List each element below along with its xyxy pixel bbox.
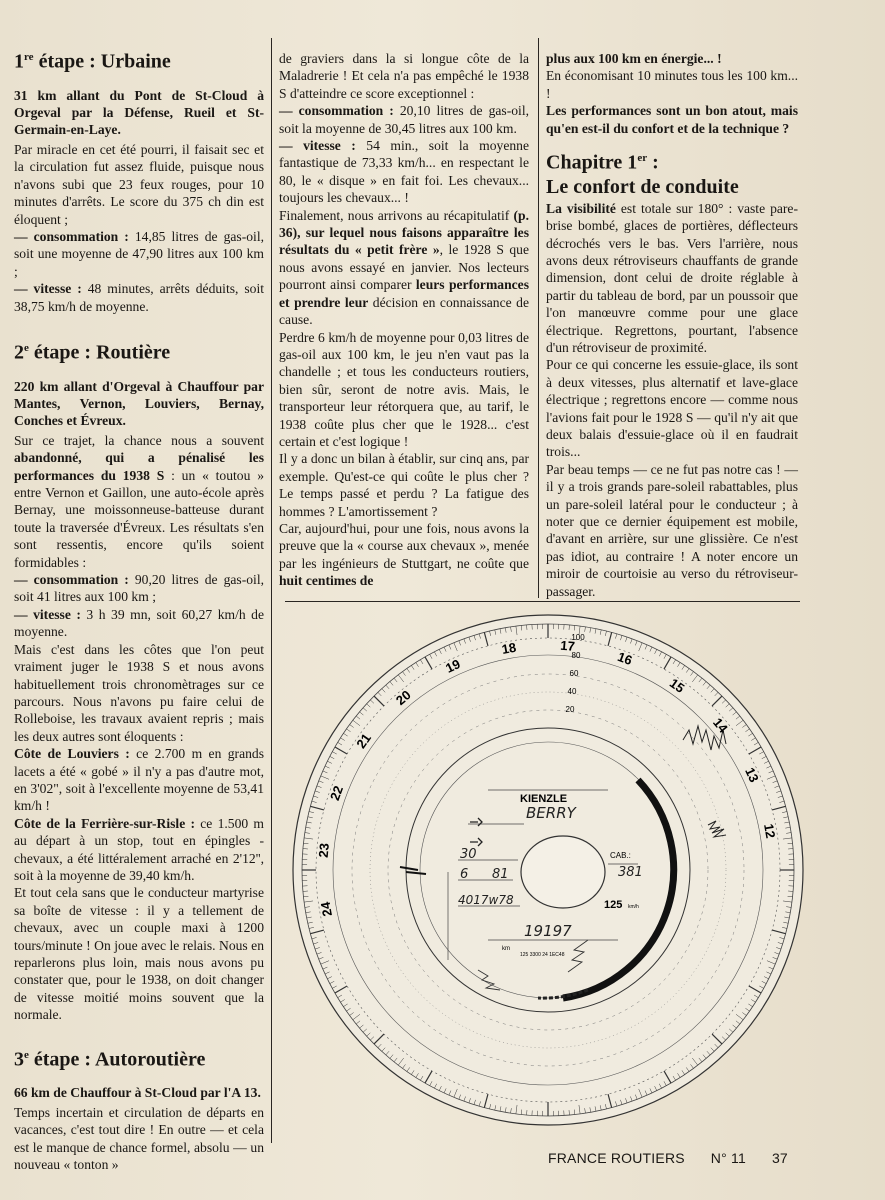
disc-hour-label: 14 — [710, 714, 731, 736]
disc-driver-name: BERRY — [526, 804, 576, 822]
disc-plate: 4017w78 — [458, 893, 514, 907]
disc-cab-label: CAB.: — [610, 851, 631, 860]
wipers-paragraph: Pour ce qui concerne les essuie-glace, ils sont à deux vitesses, plus alternatif et lave-glace électrique ; regrettons encore — comme nous l'avions fait pour le 1928 S — qu'il n'y ait que deux balais d'essuie-glace où il en faudrait trois... — [546, 357, 798, 460]
stage2-speed: — vitesse : 3 h 39 mn, soit 60,27 km/h de moyenne. — [14, 606, 264, 640]
column-3 — [546, 50, 798, 600]
stage2-title: 2e étape : Routière — [14, 341, 171, 364]
disc-km-label: km — [502, 946, 510, 952]
page-footer — [548, 1150, 788, 1166]
disc-hour-label: 18 — [500, 639, 518, 657]
disc-hour-label: 17 — [559, 637, 576, 654]
chapter-title: Chapitre 1er : — [546, 151, 659, 174]
disc-top-rule — [285, 601, 800, 602]
sunvisor-paragraph: Par beau temps — ce ne fut pas notre cas ! — il y a trois grands pare-soleil rabattables, plus un pare-soleil latéral pour le conducteur ; à noter que ce dernier équipement est mobile, d'avant en arrière, sur une glissière. Ce n'est pas idiot, au contraire ! A noter encore un miroir de courtoisie au verso du rétroviseur-passager. — [546, 461, 798, 599]
disc-hour-label: 19 — [443, 656, 463, 676]
stage2-hill-1: Côte de Louviers : ce 2.700 m en grands lacets a été « gobé » il n'y a pas d'autre mot, en 3'02", soit à l'excellente moyenne de 53,41 km/h ! — [14, 746, 264, 814]
stage3-title: 3e étape : Autoroutière — [14, 1048, 206, 1071]
disc-hour-label: 24 — [317, 900, 335, 918]
col2-paragraph-5: Car, aujourd'hui, pour une fois, nous avons la preuve que la « course aux chevaux », menée par les ingénieurs de Stuttgart, ne coûte que huit centimes de — [279, 520, 529, 589]
disc-speed-label: 100 — [571, 633, 585, 642]
col2-paragraph-1: de graviers dans la si longue côte de la Maladrerie ! Et cela n'a pas empêché le 1938 S d'atteindre ce score exceptionnel : — [279, 51, 529, 101]
stage3-speed: — vitesse : 54 min., soit la moyenne fantastique de 73,33 km/h... en respectant le 80, le « disque » en fait foi. Les chevaux... toujours les chevaux... ! — [279, 138, 530, 206]
disc-cab-value: 381 — [618, 865, 643, 880]
disc-month: 6 — [460, 867, 469, 882]
col3-paragraph-3: Les performances sont un bon atout, mais qu'en est-il du confort et de la technique ? — [546, 103, 798, 136]
stage3-consumption: — consommation : 20,10 litres de gas-oil, soit la moyenne de 30,45 litres aux 100 km. — [279, 103, 529, 136]
page-number: 37 — [771, 1150, 788, 1166]
disc-speed-unit: km/h — [628, 904, 639, 910]
disc-year: 81 — [492, 867, 509, 882]
stage1-title: 1re étape : Urbaine — [14, 50, 171, 73]
col2-paragraph-3: Perdre 6 km/h de moyenne pour 0,03 litres de gas-oil aux 100 km, le jeu n'en vaut pas la chandelle ; et tous les conducteurs routiers, bien sûr, seront de notre avis. Mais, le transporteur leur rétorquera que, au tarif, le 1938 coûte plus cher que le 1928... c'est certain et c'est logique ! — [279, 329, 529, 449]
disc-hour-label: 20 — [392, 687, 414, 708]
column-1 — [14, 38, 264, 1173]
magazine-name: FRANCE ROUTIERS — [548, 1150, 685, 1166]
stage2-consumption: — consommation : 90,20 litres de gas-oil, soit 41 litres aux 100 km ; — [14, 572, 264, 605]
disc-hour-label: 21 — [353, 730, 374, 752]
stage3-paragraph: Temps incertain et circulation de départs en vacances, c'est tout dire ! En outre — et cela est le manque de chance formel, absolu — un nouveau « tonton » — [14, 1104, 264, 1172]
disc-brand: KIENZLE — [520, 793, 568, 805]
stage2-paragraph-1: Sur ce trajet, la chance nous a souvent abandonné, qui a pénalisé les performances du 1938 S : un « toutou » entre Vernon et Gaillon, une auto-école après Bernay, une moissonneuse-batteuse durant toute la traversée d'Évreux. Les résultats s'en sont ressentis, encore qu'ils soient formidables : — [14, 432, 264, 570]
stage2-paragraph-2: Mais c'est dans les côtes que l'on peut vraiment juger le 1938 S et nous avons habituellement trois chronomètrages sur ce parcours. Nous n'avons pu faire celui de Rolleboise, les travaux avaient repris ; mais les deux autres sont éloquents : — [14, 641, 264, 744]
col3-paragraph-1: plus aux 100 km en énergie... ! — [546, 51, 722, 66]
column-rule-2 — [538, 38, 539, 598]
disc-speed-label: 20 — [565, 705, 575, 714]
visibility-paragraph: La visibilité est totale sur 180° : vaste pare-brise bombé, glaces de portières, déflecteurs décrochés vers le bas. Vers l'arrière, nous avons deux rétroviseurs chauffants de grande dimension, dont celui de droite réglable à partir du tableau de bord, par un poussoir que l'on manœuvre comme pour une glace électrique. Regrettons, pourtant, l'absence d'un rétroviseur de proximité. — [546, 200, 798, 355]
disc-hour-label: 22 — [326, 783, 347, 803]
disc-hour-label: 23 — [315, 842, 332, 859]
stage1-speed: — vitesse : 48 minutes, arrêts déduits, soit 38,75 km/h de moyenne. — [14, 281, 265, 314]
disc-speed-label: 40 — [567, 687, 577, 696]
disc-speed-max: 125 — [604, 899, 623, 911]
chapter-subtitle: Le confort de conduite — [546, 175, 739, 198]
disc-hour-label: 13 — [742, 765, 762, 785]
disc-speed-label: 60 — [569, 669, 579, 678]
column-2 — [279, 50, 529, 590]
disc-speed-label: 80 — [571, 651, 581, 660]
issue-number: N° 11 — [710, 1150, 746, 1166]
stage2-hill-2: Côte de la Ferrière-sur-Risle : ce 1.500 m au départ à un stop, tout en épingles - chevaux, a été littéralement arraché en 2'12'', soit à la moyenne de 39,40 km/h. — [14, 815, 264, 883]
disc-km-value: 19197 — [524, 922, 572, 940]
disc-hour-label: 12 — [761, 822, 779, 840]
disc-hour-label: 15 — [666, 675, 688, 696]
col2-paragraph-2: Finalement, nous arrivons au récapitulatif (p. 36), sur lequel nous faisons apparaître les résultats du « petit frère », le 1928 S que nous avons essayé en janvier. Nos lecteurs pourront ainsi comparer leurs performances et prendre leur décision en connaissance de cause. — [279, 207, 529, 328]
stage1-lead: 31 km allant du Pont de St-Cloud à Orgeval par la Défense, Rueil et St-Germain-en-Laye. — [14, 87, 264, 138]
stage2-lead: 220 km allant d'Orgeval à Chauffour par Mantes, Vernon, Louviers, Bernay, Conches et Évreux. — [14, 378, 264, 429]
stage1-consumption: — consommation : 14,85 litres de gas-oil, soit une moyenne de 47,90 litres aux 100 km ; — [14, 228, 264, 279]
column-rule-1 — [271, 38, 272, 1143]
disc-code: 125 3300 24 1EC48 — [520, 952, 565, 958]
stage2-paragraph-3: Et tout cela sans que le conducteur martyrise sa boîte de vitesse : il y a tellement de chevaux, avec un couple maxi à 1200 tours/minute ! On joue avec le relais. Nous en reparlerons plus loin, mais nous avons pu constater que, pour le 1938, on doit changer de vitesse moitié moins souvent que la normale. — [14, 885, 264, 1023]
tachograph-disc — [288, 610, 808, 1130]
disc-day: 30 — [460, 847, 477, 862]
disc-hour-label: 16 — [615, 648, 635, 669]
stage3-lead: 66 km de Chauffour à St-Cloud par l'A 13. — [14, 1085, 261, 1101]
col2-paragraph-4: Il y a donc un bilan à établir, sur cinq ans, par exemple. Qu'est-ce qui coûte le plus cher ? Le temps passé et perdu ? La fatigue des hommes ? L'amortissement ? — [279, 451, 529, 519]
col3-paragraph-2: En économisant 10 minutes tous les 100 km... ! — [546, 68, 798, 101]
stage1-paragraph: Par miracle en cet été pourri, il faisait sec et la circulation fut assez fluide, puisque nous n'avons subi que 23 feux rouges, pour 10 minutes d'arrêts. Le score du 375 ch din est éloquent ; — [14, 141, 264, 227]
